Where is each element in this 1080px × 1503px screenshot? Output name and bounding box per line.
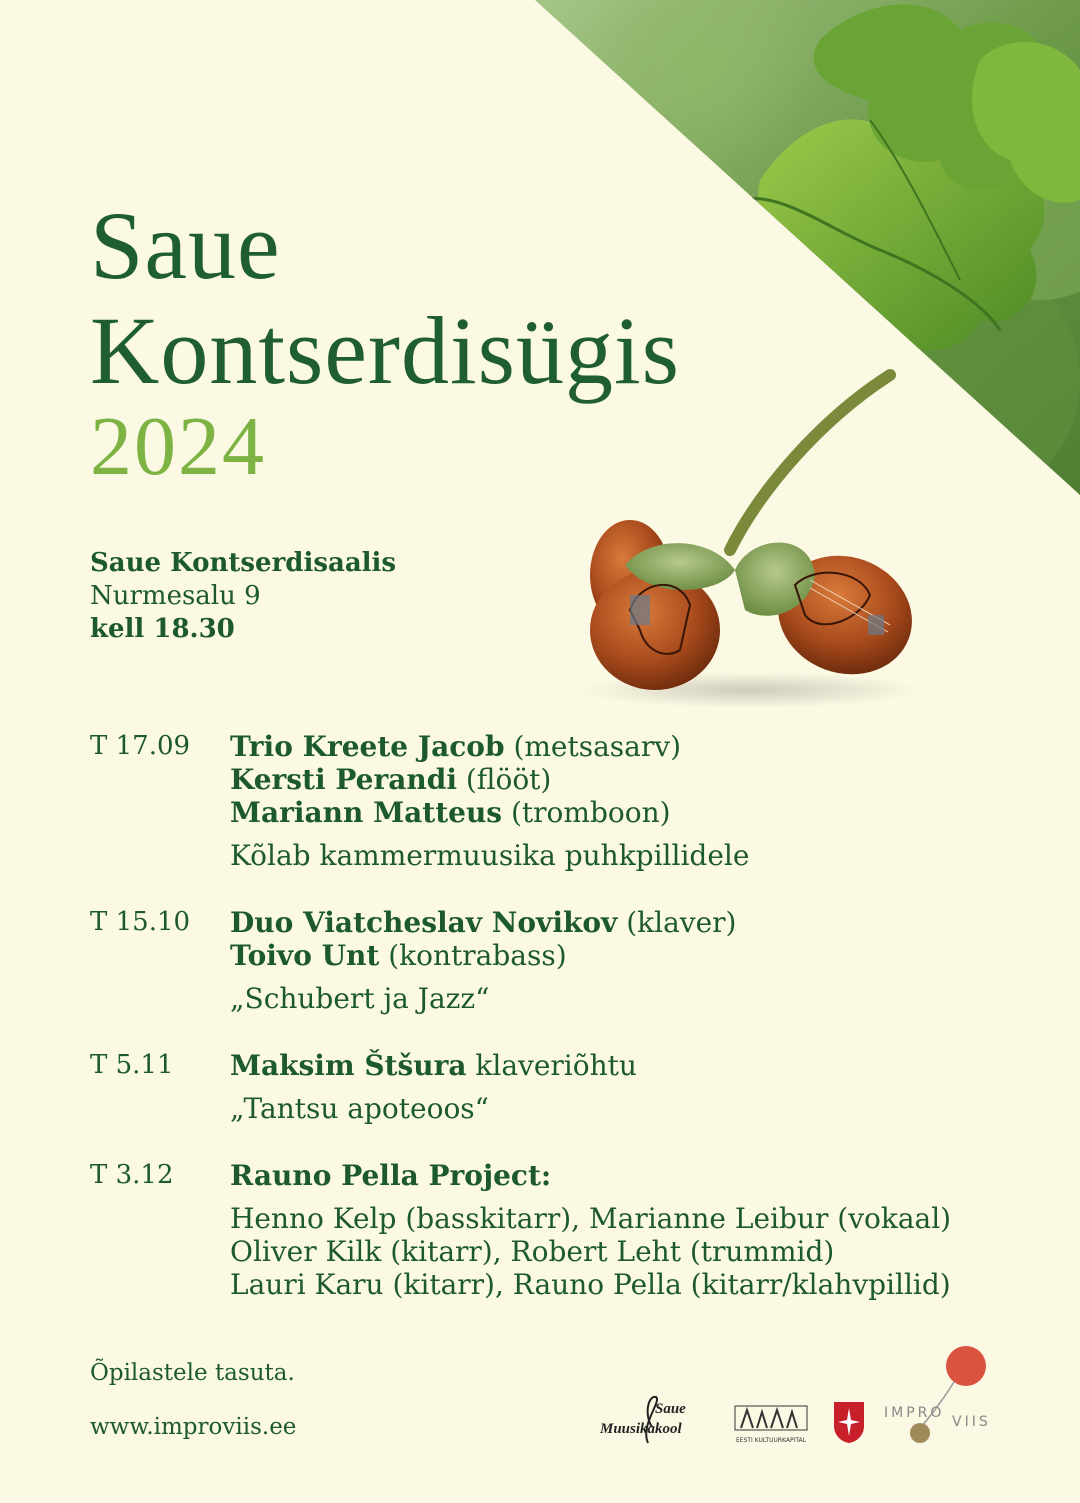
performer-role: (tromboon): [510, 796, 671, 829]
performer-line: [230, 730, 1050, 763]
logo-text-right: VIIS: [952, 1414, 991, 1430]
event-date: T 17.09: [90, 731, 191, 761]
venue-time: kell 18.30: [90, 614, 235, 644]
free-for-students-note: Õpilastele tasuta.: [90, 1360, 295, 1386]
performer-name: Toivo Unt: [230, 939, 380, 972]
performer-role: (flööt): [465, 763, 552, 796]
performer-name: Maksim Štšura: [230, 1049, 467, 1082]
performer-line: [230, 1159, 1050, 1192]
performer-role: (klaver): [626, 906, 737, 939]
improviis-logo: [880, 1342, 1000, 1452]
acorn-violins-image: [570, 360, 930, 710]
band-members: [230, 1202, 1050, 1301]
event-date: T 3.12: [90, 1160, 174, 1190]
performer-role: (metsasarv): [513, 730, 681, 763]
logo-text-top: Saue: [655, 1401, 686, 1417]
band-member-line: Lauri Karu (kitarr), Rauno Pella (kitarr/klahvpillid): [230, 1268, 951, 1301]
event-item: [90, 1049, 1050, 1125]
logo-text-bottom: Muusikakool: [600, 1421, 682, 1437]
performer-role: (kontrabass): [388, 939, 567, 972]
performer-line: [230, 1049, 1050, 1082]
title-year: 2024: [90, 400, 266, 493]
event-description: Kõlab kammermuusika puhkpillidele: [230, 839, 750, 872]
event-item: [90, 1159, 1050, 1301]
performer-line: [230, 939, 1050, 972]
venue-info: [90, 547, 396, 646]
performer-name: Duo Viatcheslav Novikov: [230, 906, 618, 939]
band-member-line: Oliver Kilk (kitarr), Robert Leht (trummid): [230, 1235, 835, 1268]
saue-coat-of-arms-logo: [832, 1400, 866, 1444]
saue-muusikakool-logo: [600, 1395, 710, 1447]
event-item: [90, 906, 1050, 1015]
event-date: T 5.11: [90, 1050, 174, 1080]
event-description: „Schubert ja Jazz“: [230, 982, 490, 1015]
band-member-line: Henno Kelp (basskitarr), Marianne Leibur (vokaal): [230, 1202, 952, 1235]
performer-name: Kersti Perandi: [230, 763, 457, 796]
performer-role: klaveriõhtu: [475, 1049, 637, 1082]
logo-text: EESTI KULTUURKAPITAL: [736, 1437, 806, 1444]
event-date: T 15.10: [90, 907, 191, 937]
title-line-2: Kontserdisügis: [90, 297, 680, 404]
title-line-1: Saue: [90, 192, 281, 299]
logo-text-left: IMPRO: [884, 1405, 945, 1421]
performer-name: Trio Kreete Jacob: [230, 730, 505, 763]
event-list: [90, 730, 1050, 1335]
kulka-logo: [733, 1400, 809, 1446]
event-description: „Tantsu apoteoos“: [230, 1092, 489, 1125]
venue-address: Nurmesalu 9: [90, 581, 261, 611]
performer-line: [230, 763, 1050, 796]
performer-name: Rauno Pella Project:: [230, 1159, 552, 1192]
venue-hall: Saue Kontserdisaalis: [90, 548, 397, 578]
performer-name: Mariann Matteus: [230, 796, 503, 829]
performer-line: [230, 906, 1050, 939]
performer-line: [230, 796, 1050, 829]
website-link[interactable]: www.improviis.ee: [90, 1414, 297, 1440]
event-item: [90, 730, 1050, 872]
